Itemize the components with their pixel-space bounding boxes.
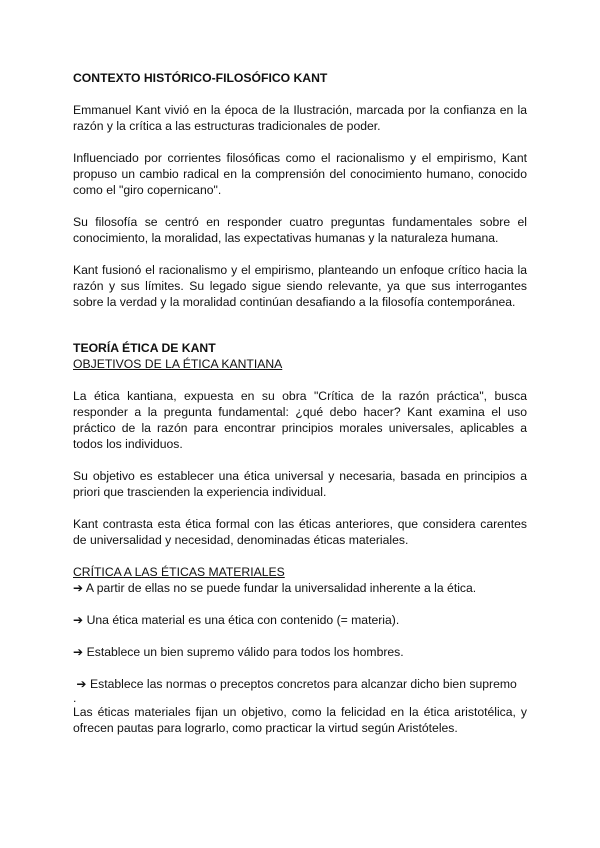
subtitle-objectives: OBJETIVOS DE LA ÉTICA KANTIANA (73, 357, 283, 371)
paragraph-closing: Las éticas materiales fijan un objetivo, como la felicidad en la ética aristotélica, y ofrecen pautas para lograrlo, como practicar la virtud según Aristóteles. (73, 705, 527, 735)
bullet-item: ➔ Establece un bien supremo válido para todos los hombres. (73, 645, 404, 659)
section-title-ethics: TEORÍA ÉTICA DE KANT (73, 341, 216, 355)
section-title-context: CONTEXTO HISTÓRICO-FILOSÓFICO KANT (73, 71, 328, 85)
bullet-item: ➔ A partir de ellas no se puede fundar la universalidad inherente a la ética. (73, 581, 477, 595)
paragraph: La ética kantiana, expuesta en su obra "Crítica de la razón práctica", busca responder a la pregunta fundamental: ¿qué debo hacer? Kant examina el uso práctico de la razón para encontrar principios morales universales, aplicables a todos los individuos. (73, 389, 527, 451)
bullet-item: ➔ Establece las normas o preceptos concretos para alcanzar dicho bien supremo (73, 677, 517, 691)
paragraph: Kant contrasta esta ética formal con las éticas anteriores, que considera carentes de universalidad y necesidad, denominadas éticas materiales. (73, 517, 527, 547)
paragraph: Su objetivo es establecer una ética universal y necesaria, basada en principios a priori que trascienden la experiencia individual. (73, 469, 527, 499)
subtitle-critique: CRÍTICA A LAS ÉTICAS MATERIALES (73, 565, 285, 579)
paragraph: Emmanuel Kant vivió en la época de la Ilustración, marcada por la confianza en la razón y la crítica a las estructuras tradicionales de poder. (73, 103, 527, 133)
paragraph: Kant fusionó el racionalismo y el empirismo, planteando un enfoque crítico hacia la razón y sus límites. Su legado sigue siendo relevante, ya que sus interrogantes sobre la verdad y la moralidad continúan desafiando a la filosofía contemporánea. (73, 263, 527, 309)
paragraph: Su filosofía se centró en responder cuatro preguntas fundamentales sobre el conocimiento, la moralidad, las expectativas humanas y la naturaleza humana. (73, 215, 527, 245)
bullet-item: ➔ Una ética material es una ética con contenido (= materia). (73, 613, 400, 627)
stray-dot: . (73, 691, 77, 705)
paragraph: Influenciado por corrientes filosóficas como el racionalismo y el empirismo, Kant propuso un cambio radical en la comprensión del conocimiento humano, conocido como el "giro copernicano". (73, 151, 527, 197)
